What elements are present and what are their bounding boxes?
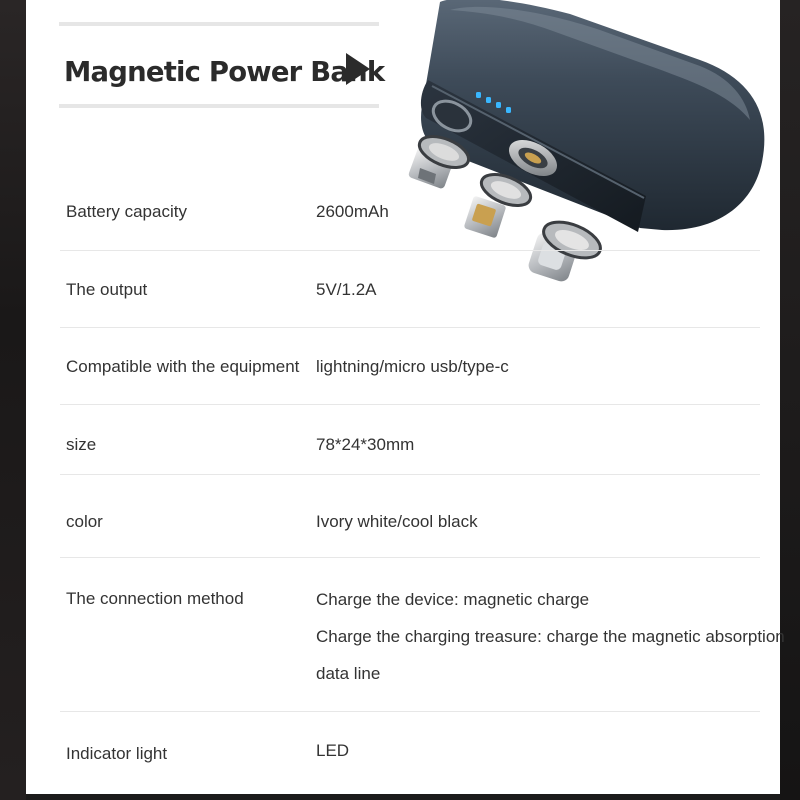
title-rule-bottom — [59, 104, 379, 108]
spec-label: The connection method — [66, 589, 244, 608]
spec-value: 78*24*30mm — [316, 435, 415, 454]
spec-row-battery-capacity — [60, 172, 760, 251]
spec-label: Indicator light — [66, 744, 168, 763]
spec-value: Ivory white/cool black — [316, 512, 478, 531]
spec-label: The output — [66, 280, 148, 299]
title-rule-top — [59, 22, 379, 26]
spec-row-output — [60, 250, 760, 328]
spec-value-line: Charge the charging treasure: charge the magnetic absorption — [316, 627, 785, 646]
spec-label: Compatible with the equipment — [66, 357, 300, 376]
spec-row-connection-method — [60, 557, 785, 712]
spec-value-line: Charge the device: magnetic charge — [316, 590, 590, 609]
title-arrow-icon — [346, 53, 370, 85]
page-title: Magnetic Power Bank — [64, 55, 385, 88]
spec-label: size — [66, 435, 97, 454]
spec-row-color — [60, 474, 760, 558]
spec-value: 2600mAh — [316, 202, 389, 221]
spec-row-compatible-equipment — [60, 327, 760, 405]
spec-value: LED — [316, 741, 350, 760]
spec-row-indicator-light — [60, 711, 760, 794]
spec-value-group — [316, 581, 785, 692]
spec-row-size — [60, 404, 760, 475]
spec-value: lightning/micro usb/type-c — [316, 357, 509, 376]
spec-label: Battery capacity — [66, 202, 187, 221]
spec-value: 5V/1.2A — [316, 280, 377, 299]
spec-value-line: data line — [316, 664, 381, 683]
spec-label: color — [66, 512, 103, 531]
outer-frame-left — [0, 0, 26, 800]
